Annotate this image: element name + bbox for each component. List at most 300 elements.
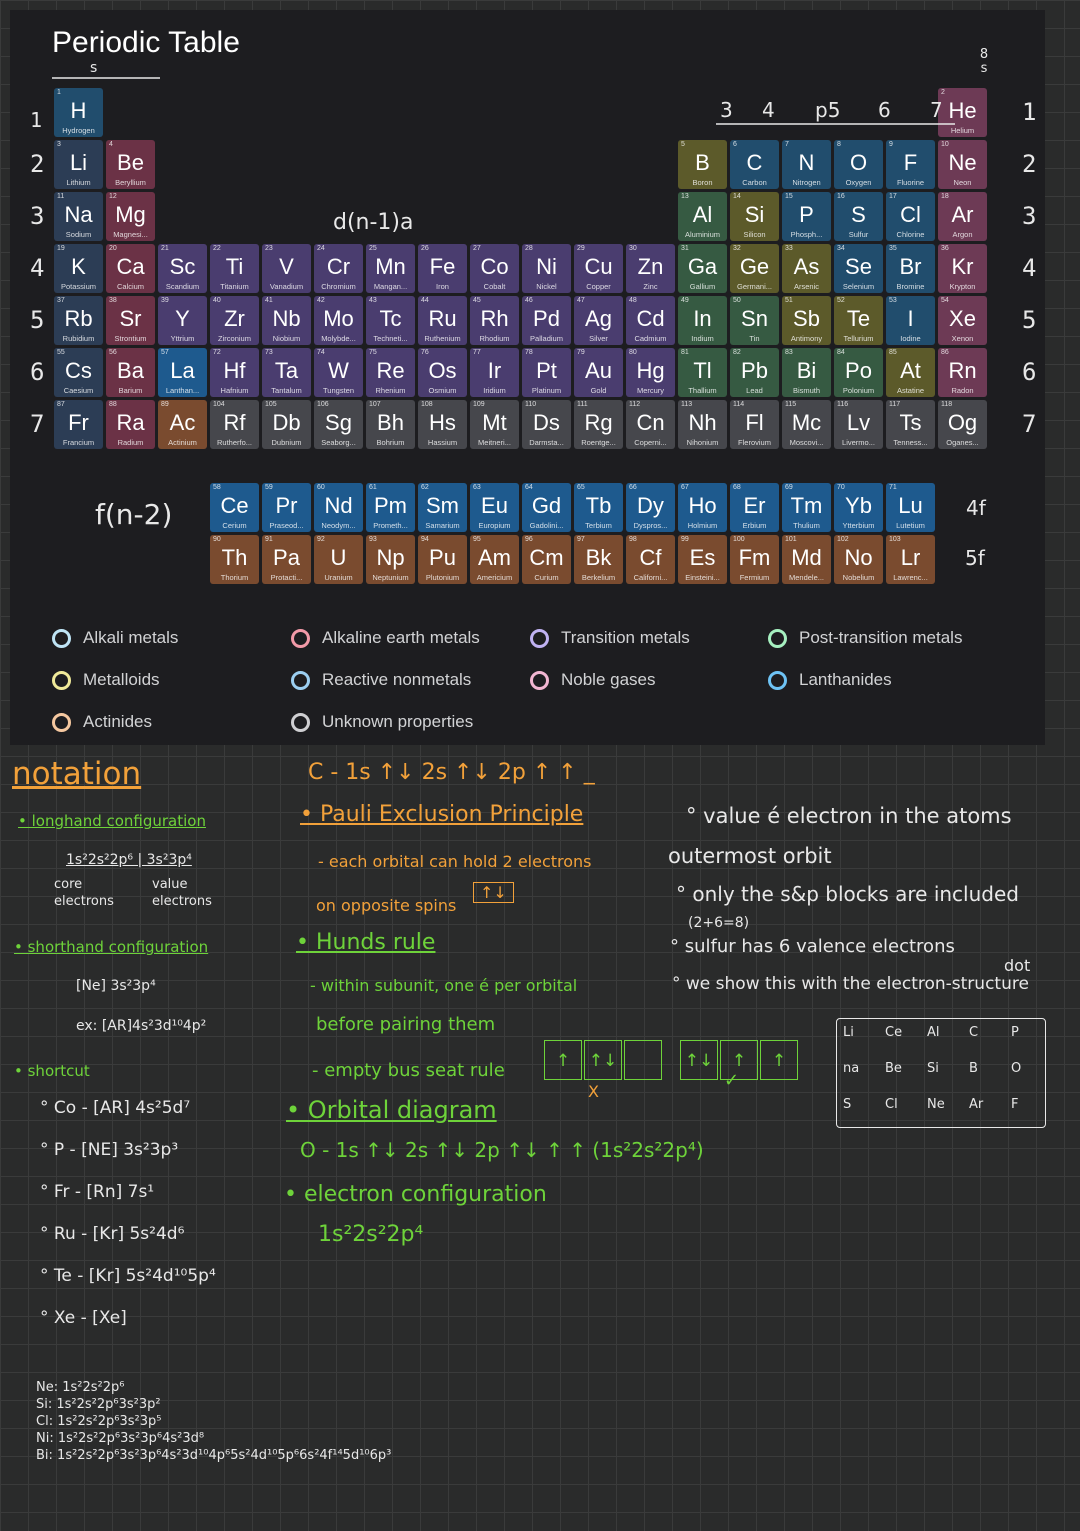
atomic-number: 22 xyxy=(213,245,221,252)
atomic-number: 40 xyxy=(213,297,221,304)
element-name: Aluminium xyxy=(684,230,720,239)
element-symbol: Sm xyxy=(426,493,459,518)
element-name: Neptunium xyxy=(372,573,409,582)
pauli-line-1: - each orbital can hold 2 electrons xyxy=(318,852,592,871)
element-name: Chlorine xyxy=(896,230,925,239)
element-name: Caesium xyxy=(63,386,94,395)
atomic-number: 48 xyxy=(629,297,637,304)
element-name: Calcium xyxy=(116,282,145,291)
element-name: Polonium xyxy=(842,386,875,395)
element-name: Antimony xyxy=(790,334,823,343)
atomic-number: 67 xyxy=(681,484,689,491)
element-name: Mercury xyxy=(636,386,665,395)
atomic-number: 8 xyxy=(837,141,841,148)
element-symbol: Pa xyxy=(273,545,300,570)
atomic-number: 39 xyxy=(161,297,169,304)
element-symbol: La xyxy=(170,358,195,383)
element-name: Copper xyxy=(586,282,611,291)
atomic-number: 62 xyxy=(421,484,429,491)
element-symbol: Fr xyxy=(68,410,89,435)
element-name: Vanadium xyxy=(269,282,304,291)
element-name: Neon xyxy=(953,178,972,187)
period-number-left: 4 xyxy=(30,254,45,282)
shortcut-item: ° Co - [AR] 4s²5d⁷ xyxy=(40,1098,191,1118)
atomic-number: 115 xyxy=(785,401,797,408)
shorthand-heading: • shorthand configuration xyxy=(14,938,209,956)
element-symbol: Pt xyxy=(536,358,557,383)
element-symbol: Ga xyxy=(687,254,718,279)
element-symbol: Nb xyxy=(272,306,301,331)
element-symbol: Db xyxy=(272,410,301,435)
legend-label: Metalloids xyxy=(83,670,160,689)
element-name: Radium xyxy=(117,438,144,447)
lewis-dot-symbol: O xyxy=(1011,1061,1022,1076)
atomic-number: 95 xyxy=(473,536,481,543)
element-symbol: Li xyxy=(69,150,88,175)
period-number-left: 7 xyxy=(30,410,45,438)
element-name: Germani... xyxy=(736,282,772,291)
atomic-number: 35 xyxy=(889,245,897,252)
element-name: Oganes... xyxy=(946,438,979,447)
atomic-number: 64 xyxy=(525,484,533,491)
group-number: 6 xyxy=(878,98,891,122)
config-line: Cl: 1s²2s²2p⁶3s²3p⁵ xyxy=(36,1414,162,1429)
element-name: Strontium xyxy=(114,334,147,343)
element-symbol: Ts xyxy=(899,410,922,435)
atomic-number: 50 xyxy=(733,297,741,304)
element-symbol: Ti xyxy=(225,254,244,279)
atomic-number: 46 xyxy=(525,297,533,304)
element-name: Arsenic xyxy=(793,282,819,291)
atomic-number: 57 xyxy=(161,349,169,356)
period-number-right: 4 xyxy=(1022,254,1037,282)
element-name: Prometh... xyxy=(373,521,408,530)
atomic-number: 73 xyxy=(265,349,273,356)
atomic-number: 109 xyxy=(473,401,485,408)
element-symbol: P xyxy=(799,202,814,227)
f-block-label: f(n-2) xyxy=(95,498,173,531)
electron-config-example: 1s²2s²2p⁴ xyxy=(318,1222,424,1247)
element-name: Nihonium xyxy=(686,438,719,447)
atomic-number: 92 xyxy=(317,536,325,543)
element-symbol: Lu xyxy=(898,493,923,518)
legend-label: Post-transition metals xyxy=(799,628,963,647)
wrong-mark: X xyxy=(588,1082,599,1101)
element-symbol: Tc xyxy=(379,306,402,331)
element-symbol: Na xyxy=(64,202,93,227)
element-symbol: Sc xyxy=(169,254,196,279)
lewis-dot-symbol: Si xyxy=(927,1061,939,1076)
element-name: Iridium xyxy=(483,386,506,395)
atomic-number: 100 xyxy=(733,536,745,543)
atomic-number: 85 xyxy=(889,349,897,356)
element-name: Terbium xyxy=(585,521,612,530)
config-line: Bi: 1s²2s²2p⁶3s²3p⁶4s²3d¹⁰4p⁶5s²4d¹⁰5p⁶6s²4f¹⁴5d¹⁰6p³ xyxy=(36,1448,392,1463)
element-name: Hafnium xyxy=(220,386,249,395)
element-symbol: Lr xyxy=(900,545,921,570)
element-symbol: Co xyxy=(480,254,509,279)
lewis-dot-symbol: B xyxy=(969,1061,978,1076)
element-name: Cadmium xyxy=(634,334,667,343)
element-name: Rutherfo... xyxy=(216,438,253,447)
atomic-number: 97 xyxy=(577,536,585,543)
element-name: Barium xyxy=(118,386,143,395)
element-name: Curium xyxy=(534,573,559,582)
lewis-dot-symbol: Ce xyxy=(885,1025,903,1040)
element-symbol: Er xyxy=(743,493,766,518)
element-symbol: Si xyxy=(744,202,765,227)
element-name: Osmium xyxy=(428,386,457,395)
element-symbol: Re xyxy=(376,358,405,383)
atomic-number: 47 xyxy=(577,297,585,304)
longhand-example: 1s²2s²2p⁶ | 3s²3p⁴ xyxy=(66,852,192,868)
element-name: Molybde... xyxy=(321,334,356,343)
element-symbol: Cd xyxy=(636,306,665,331)
atomic-number: 28 xyxy=(525,245,533,252)
element-name: Silicon xyxy=(743,230,766,239)
atomic-number: 56 xyxy=(109,349,117,356)
element-symbol: Te xyxy=(846,306,871,331)
element-name: Oxygen xyxy=(845,178,872,187)
pauli-box: ↑↓ xyxy=(473,882,514,903)
lewis-dot-symbol: P xyxy=(1011,1025,1019,1040)
atomic-number: 1 xyxy=(57,89,61,96)
element-name: Mendele... xyxy=(788,573,825,582)
element-name: Erbium xyxy=(742,521,767,530)
shortcut-item: ° P - [NE] 3s²3p³ xyxy=(40,1140,179,1160)
element-name: Fluorine xyxy=(896,178,925,187)
element-name: Yttrium xyxy=(170,334,195,343)
atomic-number: 89 xyxy=(161,401,169,408)
element-symbol: Eu xyxy=(481,493,508,518)
valence-line-5: ° sulfur has 6 valence electrons xyxy=(670,936,955,957)
element-name: Americium xyxy=(476,573,513,582)
period-number-left: 6 xyxy=(30,358,45,386)
atomic-number: 17 xyxy=(889,193,897,200)
atomic-number: 77 xyxy=(473,349,481,356)
atomic-number: 6 xyxy=(733,141,737,148)
period-number-left: 3 xyxy=(30,202,45,230)
page-title: Periodic Table xyxy=(52,26,240,59)
element-name: Astatine xyxy=(896,386,925,395)
element-symbol: Rb xyxy=(64,306,93,331)
element-symbol: Zn xyxy=(637,254,664,279)
element-name: Hassium xyxy=(427,438,458,447)
element-symbol: Np xyxy=(376,545,405,570)
atomic-number: 88 xyxy=(109,401,117,408)
valence-line-4: (2+6=8) xyxy=(688,915,750,931)
element-symbol: Pr xyxy=(275,493,298,518)
legend-label: Alkali metals xyxy=(83,628,179,647)
element-name: Lead xyxy=(746,386,763,395)
element-name: Lutetium xyxy=(896,521,925,530)
element-name: Flerovium xyxy=(738,438,771,447)
lewis-dot-symbol: Li xyxy=(843,1025,854,1040)
atomic-number: 69 xyxy=(785,484,793,491)
element-symbol: Ra xyxy=(116,410,145,435)
atomic-number: 33 xyxy=(785,245,793,252)
element-symbol: Sg xyxy=(325,410,352,435)
value-electrons: value electrons xyxy=(152,877,212,909)
element-symbol: F xyxy=(903,150,918,175)
element-name: Magnesi... xyxy=(113,230,148,239)
element-symbol: Cs xyxy=(65,358,92,383)
element-name: Meitneri... xyxy=(478,438,511,447)
atomic-number: 38 xyxy=(109,297,117,304)
orbital-box: ↑↓ xyxy=(680,1040,718,1080)
atomic-number: 60 xyxy=(317,484,325,491)
legend-label: Reactive nonmetals xyxy=(322,670,472,689)
group-number: p5 xyxy=(815,98,841,122)
element-name: Dubnium xyxy=(271,438,302,447)
config-line: Ni: 1s²2s²2p⁶3s²3p⁶4s²3d⁸ xyxy=(36,1431,205,1446)
config-line: Si: 1s²2s²2p⁶3s²3p² xyxy=(36,1397,161,1412)
element-name: Gold xyxy=(590,386,607,395)
element-symbol: Mt xyxy=(482,410,507,435)
element-name: Hydrogen xyxy=(62,126,95,135)
element-name: Moscovi... xyxy=(789,438,824,447)
element-symbol: Ce xyxy=(220,493,249,518)
config-line: Ne: 1s²2s²2p⁶ xyxy=(36,1380,125,1395)
element-name: Chromium xyxy=(321,282,356,291)
element-symbol: Gd xyxy=(531,493,562,518)
atomic-number: 3 xyxy=(57,141,61,148)
element-name: Titanium xyxy=(220,282,249,291)
atomic-number: 118 xyxy=(941,401,953,408)
element-name: Boron xyxy=(692,178,713,187)
element-symbol: U xyxy=(330,545,347,570)
element-name: Thallium xyxy=(688,386,717,395)
atomic-number: 82 xyxy=(733,349,741,356)
valence-line-1: ° value é electron in the atoms xyxy=(686,804,1012,828)
atomic-number: 105 xyxy=(265,401,277,408)
atomic-number: 53 xyxy=(889,297,897,304)
atomic-number: 79 xyxy=(577,349,585,356)
period-number-left: 5 xyxy=(30,306,45,334)
element-name: Livermo... xyxy=(842,438,875,447)
atomic-number: 14 xyxy=(733,193,741,200)
element-symbol: Bk xyxy=(585,545,612,570)
shorthand-example-1: [Ne] 3s²3p⁴ xyxy=(76,978,156,994)
atomic-number: 18 xyxy=(941,193,949,200)
lewis-dot-symbol: Al xyxy=(927,1025,940,1040)
element-symbol: In xyxy=(693,306,712,331)
element-symbol: Yb xyxy=(845,493,872,518)
element-name: Lawrenc... xyxy=(893,573,928,582)
element-symbol: Pb xyxy=(741,358,768,383)
element-symbol: Tl xyxy=(693,358,712,383)
element-name: Zinc xyxy=(643,282,658,291)
element-symbol: Ar xyxy=(951,202,974,227)
element-name: Nobelium xyxy=(842,573,875,582)
element-name: Palladium xyxy=(530,334,563,343)
check-mark: ✓ xyxy=(724,1070,740,1091)
element-name: Californi... xyxy=(633,573,668,582)
orbital-box: ↑↓ xyxy=(584,1040,622,1080)
element-name: Phosph... xyxy=(790,230,823,239)
element-symbol: Cn xyxy=(636,410,665,435)
element-name: Praseod... xyxy=(269,521,304,530)
element-name: Krypton xyxy=(949,282,976,291)
element-symbol: Cu xyxy=(584,254,613,279)
element-name: Techneti... xyxy=(373,334,408,343)
atomic-number: 107 xyxy=(369,401,381,408)
atomic-number: 103 xyxy=(889,536,901,543)
atomic-number: 86 xyxy=(941,349,949,356)
element-symbol: Nd xyxy=(324,493,353,518)
element-name: Rubidium xyxy=(62,334,95,343)
element-name: Plutonium xyxy=(425,573,460,582)
element-name: Iron xyxy=(436,282,449,291)
element-name: Ruthenium xyxy=(424,334,461,343)
element-symbol: N xyxy=(798,150,815,175)
element-symbol: Ca xyxy=(116,254,145,279)
element-symbol: Fl xyxy=(745,410,764,435)
core-electrons: core electrons xyxy=(54,877,114,909)
atomic-number: 93 xyxy=(369,536,377,543)
atomic-number: 91 xyxy=(265,536,273,543)
atomic-number: 43 xyxy=(369,297,377,304)
atomic-number: 24 xyxy=(317,245,325,252)
atomic-number: 113 xyxy=(681,401,693,408)
atomic-number: 5 xyxy=(681,141,685,148)
atomic-number: 83 xyxy=(785,349,793,356)
atomic-number: 74 xyxy=(317,349,325,356)
atomic-number: 7 xyxy=(785,141,789,148)
atomic-number: 71 xyxy=(889,484,897,491)
atomic-number: 20 xyxy=(109,245,117,252)
element-symbol: B xyxy=(695,150,710,175)
atomic-number: 19 xyxy=(57,245,65,252)
atomic-number: 78 xyxy=(525,349,533,356)
element-name: Bohrium xyxy=(376,438,405,447)
orbital-diagram-example: O - 1s ↑↓ 2s ↑↓ 2p ↑↓ ↑ ↑ (1s²2s²2p⁴) xyxy=(300,1138,704,1162)
element-name: Cerium xyxy=(222,521,247,530)
element-name: Bromine xyxy=(896,282,925,291)
element-name: Carbon xyxy=(742,178,767,187)
lewis-dot-symbol: Be xyxy=(885,1061,902,1076)
element-name: Iodine xyxy=(900,334,921,343)
element-symbol: Hg xyxy=(636,358,665,383)
shortcut-item: ° Ru - [Kr] 5s²4d⁶ xyxy=(40,1224,185,1244)
atomic-number: 11 xyxy=(57,193,65,200)
element-symbol: Xe xyxy=(949,306,976,331)
element-symbol: C xyxy=(746,150,763,175)
element-symbol: Ge xyxy=(739,254,770,279)
element-name: Lanthan... xyxy=(165,386,200,395)
element-name: Neodym... xyxy=(321,521,356,530)
element-symbol: O xyxy=(849,150,868,175)
element-symbol: S xyxy=(851,202,866,227)
element-symbol: Bi xyxy=(796,358,817,383)
atomic-number: 32 xyxy=(733,245,741,252)
element-symbol: Fe xyxy=(429,254,456,279)
atomic-number: 30 xyxy=(629,245,637,252)
element-symbol: Al xyxy=(692,202,713,227)
atomic-number: 2 xyxy=(941,89,945,96)
element-symbol: Hf xyxy=(223,358,246,383)
element-symbol: Fm xyxy=(738,545,771,570)
element-name: Rhenium xyxy=(375,386,406,395)
hunds-line-1: - within subunit, one é per orbital xyxy=(310,976,578,995)
element-name: Tungsten xyxy=(323,386,354,395)
element-symbol: Md xyxy=(791,545,822,570)
shortcut-item: ° Fr - [Rn] 7s¹ xyxy=(40,1182,155,1202)
electron-config-heading: • electron configuration xyxy=(284,1182,547,1207)
element-symbol: Sr xyxy=(119,306,142,331)
period-number-right: 7 xyxy=(1022,410,1037,438)
shortcut-item: ° Te - [Kr] 5s²4d¹⁰5p⁴ xyxy=(40,1266,216,1286)
atomic-number: 54 xyxy=(941,297,949,304)
period-number-right: 2 xyxy=(1022,150,1037,178)
group-1-label: 1 xyxy=(30,108,43,132)
element-symbol: Cr xyxy=(326,254,351,279)
element-name: Darmsta... xyxy=(529,438,564,447)
element-name: Potassium xyxy=(60,282,96,291)
element-symbol: Hs xyxy=(429,410,456,435)
element-symbol: Pu xyxy=(429,545,456,570)
element-symbol: Cl xyxy=(900,202,921,227)
pauli-line-2: on opposite spins xyxy=(316,896,457,915)
element-symbol: Lv xyxy=(846,410,871,435)
atomic-number: 51 xyxy=(785,297,793,304)
lewis-dot-symbol: na xyxy=(843,1061,860,1076)
element-symbol: Se xyxy=(845,254,872,279)
element-symbol: At xyxy=(900,358,921,383)
element-symbol: Tm xyxy=(790,493,823,518)
element-name: Samarium xyxy=(425,521,460,530)
element-name: Gallium xyxy=(689,282,716,291)
element-symbol: Es xyxy=(689,545,716,570)
atomic-number: 44 xyxy=(421,297,429,304)
atomic-number: 104 xyxy=(213,401,225,408)
element-name: Radon xyxy=(951,386,974,395)
element-name: Xenon xyxy=(951,334,974,343)
element-name: Thulium xyxy=(793,521,820,530)
orbital-box: ↑ xyxy=(760,1040,798,1080)
element-name: Protacti... xyxy=(270,573,303,582)
element-symbol: Y xyxy=(175,306,190,331)
element-name: Indium xyxy=(691,334,714,343)
atomic-number: 25 xyxy=(369,245,377,252)
atomic-number: 45 xyxy=(473,297,481,304)
element-symbol: Ir xyxy=(487,358,502,383)
atomic-number: 61 xyxy=(369,484,377,491)
legend-label: Noble gases xyxy=(561,670,656,689)
element-symbol: W xyxy=(328,358,349,383)
element-symbol: Mg xyxy=(115,202,146,227)
lewis-dot-symbol: Ar xyxy=(969,1097,984,1112)
element-symbol: Os xyxy=(428,358,457,383)
element-symbol: Cm xyxy=(529,545,564,570)
atomic-number: 26 xyxy=(421,245,429,252)
atomic-number: 81 xyxy=(681,349,689,356)
legend-label: Alkaline earth metals xyxy=(322,628,480,647)
atomic-number: 87 xyxy=(57,401,65,408)
atomic-number: 10 xyxy=(941,141,949,148)
element-symbol: Tb xyxy=(585,493,612,518)
element-name: Silver xyxy=(589,334,608,343)
element-name: Berkelium xyxy=(581,573,616,582)
d-block-label: d(n-1)a xyxy=(333,210,414,235)
atomic-number: 108 xyxy=(421,401,433,408)
atomic-number: 110 xyxy=(525,401,537,408)
pauli-heading: • Pauli Exclusion Principle xyxy=(300,802,584,827)
element-symbol: Dy xyxy=(637,493,664,518)
element-name: Beryllium xyxy=(115,178,146,187)
orbital-box: ↑ xyxy=(544,1040,582,1080)
element-name: Mangan... xyxy=(373,282,408,291)
